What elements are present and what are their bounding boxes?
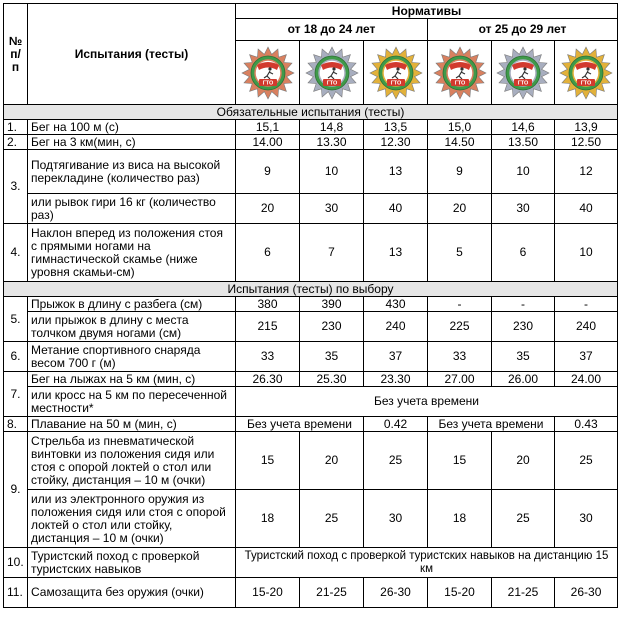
value-cell: 40 [555,194,618,224]
value-cell: 13 [364,150,428,194]
row-number: 1. [4,120,28,135]
value-cell: 225 [428,312,492,342]
test-name: или прыжок в длину с места толчком двумя ногами (см) [28,312,236,342]
merged-value-cell: Туристский поход с проверкой туристских навыков на дистанцию 15 км [236,548,618,578]
value-cell: 33 [236,342,300,372]
row-number: 4. [4,224,28,282]
value-cell: 14.50 [428,135,492,150]
test-name: Бег на 100 м (с) [28,120,236,135]
table-row [4,150,618,194]
value-cell: 20 [428,194,492,224]
merged-value-cell: Без учета времени [236,387,618,417]
row-number: 2. [4,135,28,150]
test-name: Самозащита без оружия (очки) [28,578,236,608]
value-cell: 430 [364,297,428,312]
value-cell: 35 [492,342,555,372]
value-cell: 390 [300,297,364,312]
table-row [4,135,618,150]
table-row [4,194,618,224]
section-row [4,282,618,297]
value-cell: 24.00 [555,372,618,387]
row-number: 6. [4,342,28,372]
value-cell: 20 [492,432,555,490]
value-cell: 30 [555,490,618,548]
table-row [4,372,618,387]
value-cell: 37 [555,342,618,372]
value-cell: 12 [555,150,618,194]
value-cell: 6 [236,224,300,282]
value-cell: 25 [555,432,618,490]
gold-badge-cell [364,41,428,105]
value-cell: 380 [236,297,300,312]
gold-badge-cell [555,41,618,105]
value-cell: 35 [300,342,364,372]
value-cell: 13,5 [364,120,428,135]
test-name: или кросс на 5 км по пересеченной местности* [28,387,236,417]
value-cell: 26-30 [364,578,428,608]
svg-text:ГТО: ГТО [580,80,592,87]
svg-text:ГТО: ГТО [517,80,529,87]
test-name: Стрельба из пневматической винтовки из положения сидя или стоя с опорой локтей о стол или стойку, дистанция – 10 м (очки) [28,432,236,490]
value-cell: 9 [428,150,492,194]
table-row [4,224,618,282]
norms-header: Нормативы [236,4,618,19]
svg-text:ГТО: ГТО [262,80,273,87]
value-cell: 26-30 [555,578,618,608]
value-cell: 15 [236,432,300,490]
value-cell: 18 [236,490,300,548]
value-cell: 230 [492,312,555,342]
value-cell: 13,9 [555,120,618,135]
svg-text:ГТО: ГТО [326,80,337,87]
section-mandatory: Обязательные испытания (тесты) [4,105,618,120]
bronze-badge-icon [240,45,296,101]
row-number: 5. [4,297,28,342]
value-cell: - [428,297,492,312]
test-name: или из электронного оружия из положения сидя или стоя с опорой локтей о стол или стойку, дистанция – 10 м (очки) [28,490,236,548]
svg-text:ГТО: ГТО [390,80,401,87]
svg-text:ГТО: ГТО [454,80,465,87]
value-cell: 33 [428,342,492,372]
test-name: Наклон вперед из положения стоя с прямыми ногами на гимнастической скамье (ниже уровня скамьи-см) [28,224,236,282]
value-cell: 215 [236,312,300,342]
test-name: Бег на лыжах на 5 км (мин, с) [28,372,236,387]
value-cell: 21-25 [300,578,364,608]
value-cell: 12.50 [555,135,618,150]
table-row [4,120,618,135]
age-group-18-24: от 18 до 24 лет [236,19,428,41]
row-number: 11. [4,578,28,608]
value-cell: 14.00 [236,135,300,150]
silver-badge-icon [495,45,551,101]
section-row [4,105,618,120]
bronze-badge-cell [428,41,492,105]
table-row [4,548,618,578]
test-name: Прыжок в длину с разбега (см) [28,297,236,312]
row-number: 8. [4,417,28,432]
value-cell: 15-20 [236,578,300,608]
value-cell: - [492,297,555,312]
value-cell: 9 [236,150,300,194]
table-row [4,297,618,312]
value-cell: 26.30 [236,372,300,387]
value-cell: 15 [428,432,492,490]
value-cell: 21-25 [492,578,555,608]
value-cell: 13 [364,224,428,282]
gold-badge-icon [558,45,614,101]
test-name: или рывок гири 16 кг (количество раз) [28,194,236,224]
bronze-badge-cell [236,41,300,105]
value-cell: 26.00 [492,372,555,387]
value-cell: 0.43 [555,417,618,432]
table-row [4,312,618,342]
table-row [4,417,618,432]
value-cell: 240 [555,312,618,342]
value-cell: 5 [428,224,492,282]
value-cell: - [555,297,618,312]
silver-badge-cell [492,41,555,105]
header-row [4,4,618,19]
value-cell: 18 [428,490,492,548]
value-cell: 14,8 [300,120,364,135]
row-number: 3. [4,150,28,224]
value-cell: 27.00 [428,372,492,387]
value-cell: 14,6 [492,120,555,135]
tests-header: Испытания (тесты) [28,4,236,105]
value-cell: 15,0 [428,120,492,135]
num-header: № п/п [4,4,28,105]
merged-value-cell: Без учета времени [428,417,555,432]
value-cell: 25 [492,490,555,548]
table-row [4,387,618,417]
value-cell: 15-20 [428,578,492,608]
test-name: Метание спортивного снаряда весом 700 г (м) [28,342,236,372]
value-cell: 13.30 [300,135,364,150]
value-cell: 10 [492,150,555,194]
row-number: 10. [4,548,28,578]
value-cell: 25.30 [300,372,364,387]
test-name: Бег на 3 км(мин, с) [28,135,236,150]
value-cell: 230 [300,312,364,342]
gold-badge-icon [368,45,424,101]
table-row [4,490,618,548]
silver-badge-icon [304,45,360,101]
test-name: Подтягивание из виса на высокой перекладине (количество раз) [28,150,236,194]
value-cell: 30 [364,490,428,548]
value-cell: 40 [364,194,428,224]
merged-value-cell: Без учета времени [236,417,364,432]
table-row [4,432,618,490]
table-row [4,342,618,372]
value-cell: 12.30 [364,135,428,150]
value-cell: 30 [300,194,364,224]
value-cell: 6 [492,224,555,282]
age-group-25-29: от 25 до 29 лет [428,19,618,41]
row-number: 9. [4,432,28,548]
test-name: Туристский поход с проверкой туристских навыков [28,548,236,578]
value-cell: 20 [300,432,364,490]
silver-badge-cell [300,41,364,105]
value-cell: 20 [236,194,300,224]
value-cell: 30 [492,194,555,224]
test-name: Плавание на 50 м (мин, с) [28,417,236,432]
value-cell: 10 [555,224,618,282]
value-cell: 13.50 [492,135,555,150]
table-row [4,578,618,608]
value-cell: 7 [300,224,364,282]
value-cell: 25 [300,490,364,548]
section-optional: Испытания (тесты) по выбору [4,282,618,297]
value-cell: 10 [300,150,364,194]
gto-norms-table [3,3,618,608]
value-cell: 25 [364,432,428,490]
value-cell: 0.42 [364,417,428,432]
bronze-badge-icon [432,45,488,101]
row-number: 7. [4,372,28,417]
value-cell: 240 [364,312,428,342]
value-cell: 37 [364,342,428,372]
value-cell: 23.30 [364,372,428,387]
value-cell: 15,1 [236,120,300,135]
